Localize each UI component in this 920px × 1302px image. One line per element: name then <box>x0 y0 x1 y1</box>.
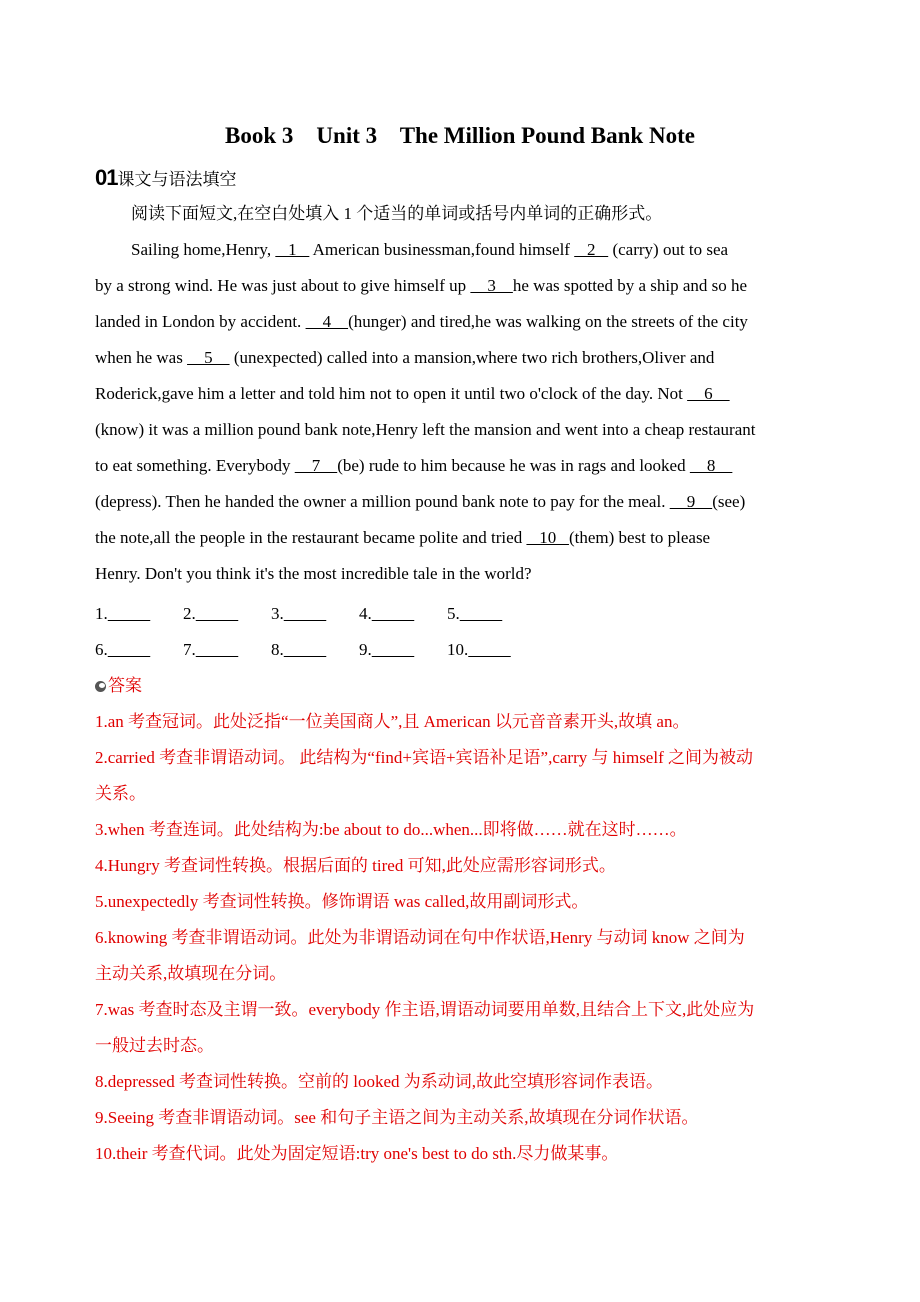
passage-text: (see) <box>712 492 746 511</box>
answer-key-line: 8.depressed 考查词性转换。空前的 looked 为系动词,故此空填形容词作表语。 <box>95 1072 664 1091</box>
passage-text: (them) best to please <box>568 528 711 547</box>
answer-blank-5[interactable]: 5. <box>447 604 460 623</box>
blank-4: 4 <box>305 312 349 331</box>
answer-key-line: 主动关系,故填现在分词。 <box>95 964 287 983</box>
passage-line <box>95 376 825 412</box>
section-heading <box>95 160 236 196</box>
blank-2: 2 <box>574 240 609 259</box>
instruction-text: 阅读下面短文,在空白处填入 1 个适当的单词或括号内单词的正确形式。 <box>131 204 663 223</box>
passage-line <box>95 232 825 268</box>
passage <box>95 232 825 592</box>
answer-blanks-row-1 <box>95 596 535 632</box>
answer-blanks-row-2 <box>95 632 535 668</box>
passage-text: Henry. Don't you think it's the most incredible tale in the world? <box>95 564 532 583</box>
answer-key-line: 一般过去时态。 <box>95 1036 214 1055</box>
passage-line <box>95 520 825 556</box>
answer-blank-3[interactable]: 3. <box>271 604 284 623</box>
passage-text: he was spotted by a ship and so he <box>512 276 748 295</box>
passage-text: by a strong wind. He was just about to give himself up <box>95 276 471 295</box>
answer-key-line: 10.their 考查代词。此处为固定短语:try one's best to do sth.尽力做某事。 <box>95 1144 619 1163</box>
passage-text: when he was <box>95 348 188 367</box>
passage-line <box>95 484 825 520</box>
passage-line <box>95 412 825 448</box>
passage-text: the note,all the people in the restaurant became polite and tried <box>95 528 527 547</box>
blank-3: 3 <box>470 276 513 295</box>
blank-10: 10 <box>526 528 569 547</box>
answer-blank-10[interactable]: 10. <box>447 640 469 659</box>
answer-blank-2[interactable]: 2. <box>183 604 196 623</box>
passage-line <box>95 268 825 304</box>
passage-text: (be) rude to him because he was in rags and looked <box>337 456 690 475</box>
blank-5: 5 <box>187 348 230 367</box>
answer-blank-8[interactable]: 8. <box>271 640 284 659</box>
answer-key-line: 5.unexpectedly 考查词性转换。修饰谓语 was called,故用副词形式。 <box>95 892 589 911</box>
answer-blank-4[interactable]: 4. <box>359 604 372 623</box>
answer-blank-6[interactable]: 6. <box>95 640 108 659</box>
answer-key-line: 6.knowing 考查非谓语动词。此处为非谓语动词在句中作状语,Henry 与动词 know 之间为 <box>95 928 745 947</box>
passage-text: (unexpected) called into a mansion,where two rich brothers,Oliver and <box>229 348 715 367</box>
answer-key-line: 1.an 考查冠词。此处泛指“一位美国商人”,且 American 以元音音素开头,故填 an。 <box>95 712 690 731</box>
answer-key-line: 3.when 考查连词。此处结构为:be about to do...when...即将做……就在这时……。 <box>95 820 687 839</box>
answer-key-line: 4.Hungry 考查词性转换。根据后面的 tired 可知,此处应需形容词形式。 <box>95 856 616 875</box>
answer-blank-1[interactable]: 1. <box>95 604 108 623</box>
answer-key-label: 答案 <box>108 676 142 695</box>
answer-key-line: 7.was 考查时态及主谓一致。everybody 作主语,谓语动词要用单数,且结合上下文,此处应为 <box>95 1000 755 1019</box>
answer-key-line: 关系。 <box>95 784 146 803</box>
passage-line <box>95 448 825 484</box>
passage-line <box>95 556 825 592</box>
passage-text: (depress). Then he handed the owner a million pound bank note to pay for the meal. <box>95 492 670 511</box>
passage-text: (hunger) and tired,he was walking on the streets of the city <box>348 312 748 331</box>
blank-1: 1 <box>275 240 310 259</box>
passage-text: landed in London by accident. <box>95 312 306 331</box>
answer-key-line: 2.carried 考查非谓语动词。 此结构为“find+宾语+宾语补足语”,carry 与 himself 之间为被动 <box>95 748 753 767</box>
answer-blank-7[interactable]: 7. <box>183 640 196 659</box>
blank-9: 9 <box>669 492 713 511</box>
answer-key-icon <box>95 681 106 692</box>
passage-line <box>95 304 825 340</box>
section-number: 01 <box>95 165 118 190</box>
passage-text: Sailing home,Henry, <box>131 240 276 259</box>
answer-key-list <box>95 704 830 1172</box>
answer-key-line: 9.Seeing 考查非谓语动词。see 和句子主语之间为主动关系,故填现在分词作状语。 <box>95 1108 699 1127</box>
passage-line <box>95 340 825 376</box>
passage-text: to eat something. Everybody <box>95 456 295 475</box>
section-label: 课文与语法填空 <box>117 170 237 189</box>
passage-text: (know) it was a million pound bank note,Henry left the mansion and went into a cheap restaurant <box>95 420 756 439</box>
blank-6: 6 <box>687 384 730 403</box>
blank-8: 8 <box>689 456 733 475</box>
answer-blank-9[interactable]: 9. <box>359 640 372 659</box>
page-title: Book 3 Unit 3 The Million Pound Bank Note <box>225 123 695 148</box>
answer-key-heading <box>95 668 142 704</box>
passage-text: American businessman,found himself <box>309 240 575 259</box>
blank-7: 7 <box>294 456 338 475</box>
passage-text: Roderick,gave him a letter and told him not to open it until two o'clock of the day. Not <box>95 384 688 403</box>
passage-text: (carry) out to sea <box>608 240 729 259</box>
